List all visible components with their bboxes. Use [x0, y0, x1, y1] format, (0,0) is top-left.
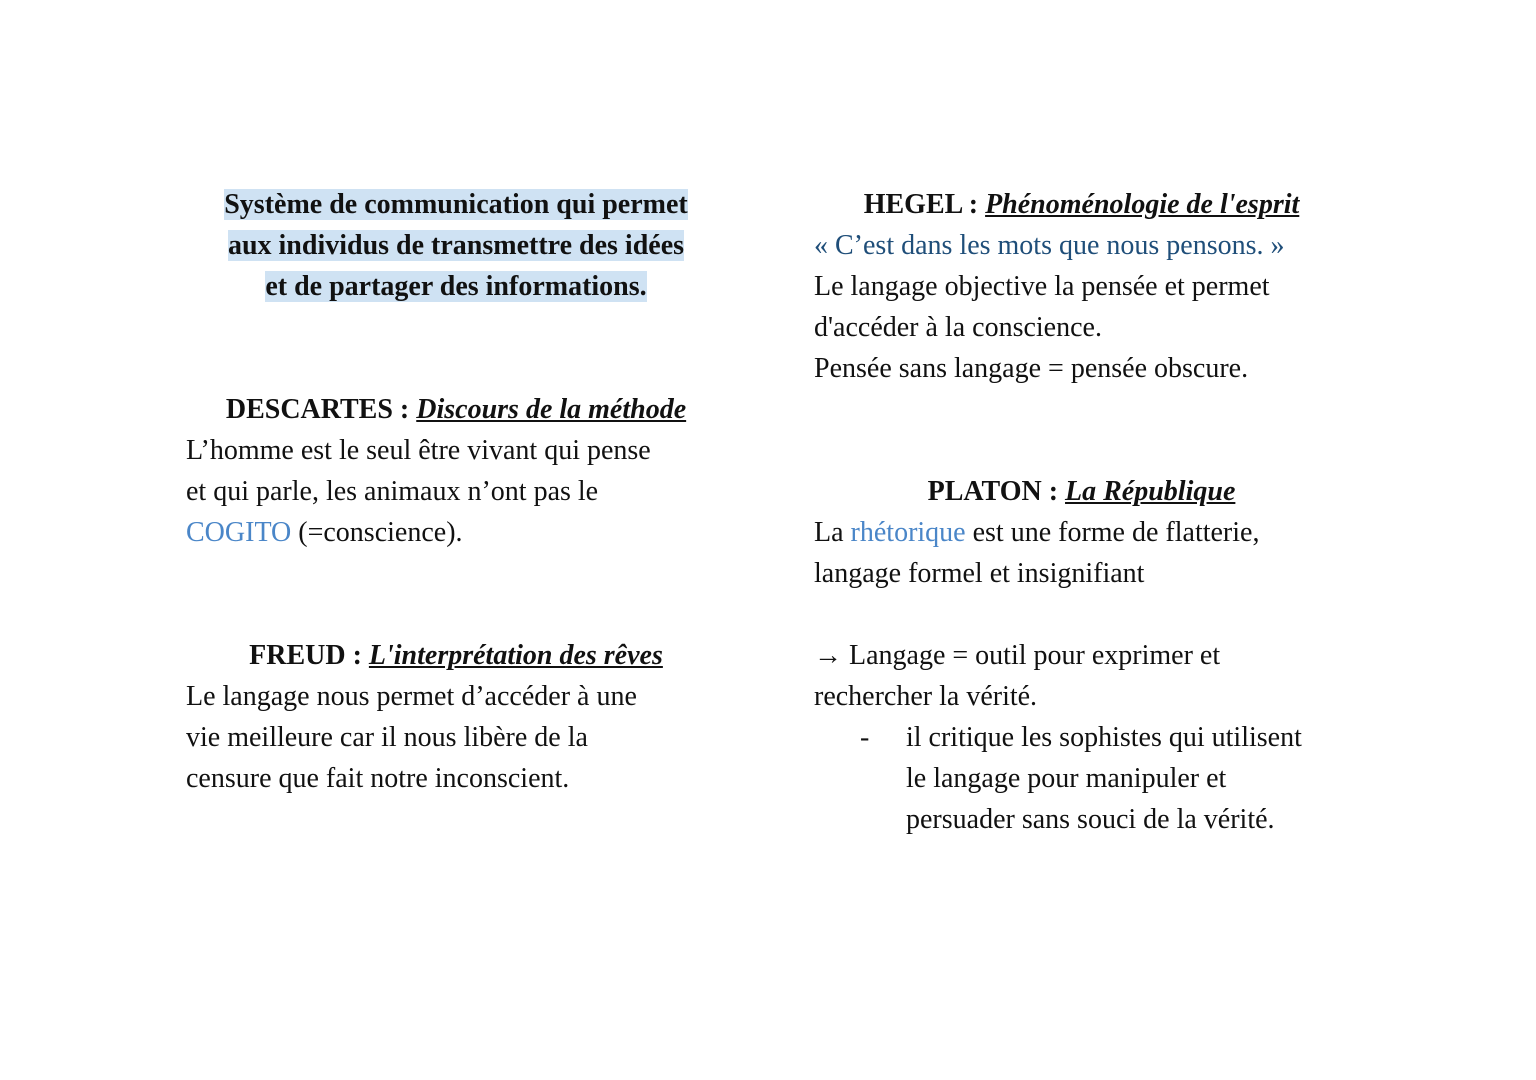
platon-author: PLATON : [927, 476, 1066, 507]
platon-text-line: langage formel et insignifiant [814, 558, 1145, 589]
descartes-author: DESCARTES : [225, 394, 417, 425]
platon-heading [814, 471, 1349, 512]
bullet-text-line: le langage pour manipuler et [906, 763, 1227, 794]
hegel-quote: « C’est dans les mots que nous pensons. » [814, 230, 1285, 261]
freud-work-title: L'interprétation des rêves [368, 640, 663, 671]
descartes-heading [186, 389, 726, 430]
definition-block [186, 184, 726, 307]
freud-text-line: vie meilleure car il nous libère de la [186, 722, 588, 753]
bullet-dash: - [860, 722, 870, 753]
bullet-text-line: il critique les sophistes qui utilisent [906, 722, 1302, 753]
hegel-text-line: Le langage objective la pensée et permet [814, 271, 1270, 302]
hegel-text-line: d'accéder à la conscience. [814, 312, 1102, 343]
freud-text-line: censure que fait notre inconscient. [186, 763, 570, 794]
freud-author: FREUD : [249, 640, 369, 671]
rhetorique-term: rhétorique [850, 517, 966, 548]
descartes-work-title: Discours de la méthode [416, 394, 687, 425]
definition-line: Système de communication qui permet [224, 189, 688, 220]
bullet-text-line: persuader sans souci de la vérité. [906, 804, 1275, 835]
freud-heading [186, 635, 726, 676]
platon-text-start: La [814, 517, 851, 548]
conclusion-line: rechercher la vérité. [814, 681, 1038, 712]
left-column [186, 184, 726, 799]
descartes-text-line: L’homme est le seul être vivant qui pense [186, 435, 651, 466]
bullet-item [860, 717, 1374, 840]
conclusion-line: → Langage = outil pour exprimer et [814, 640, 1221, 671]
bullet-text [906, 717, 1374, 840]
definition-line: et de partager des informations. [265, 271, 647, 302]
hegel-work-title: Phénoménologie de l'esprit [985, 189, 1300, 220]
hegel-heading [814, 184, 1349, 225]
cogito-term: COGITO [186, 517, 292, 548]
definition-line: aux individus de transmettre des idées [227, 230, 685, 261]
platon-text-rest: est une forme de flatterie, [965, 517, 1260, 548]
descartes-text-rest: (=conscience). [291, 517, 463, 548]
hegel-author: HEGEL : [863, 189, 986, 220]
freud-text-line: Le langage nous permet d’accéder à une [186, 681, 637, 712]
descartes-text-line: et qui parle, les animaux n’ont pas le [186, 476, 599, 507]
platon-work-title: La République [1065, 476, 1236, 507]
descartes-text-line [186, 512, 726, 553]
platon-text-line [814, 512, 1374, 553]
right-column [814, 184, 1374, 840]
hegel-text-line: Pensée sans langage = pensée obscure. [814, 353, 1249, 384]
